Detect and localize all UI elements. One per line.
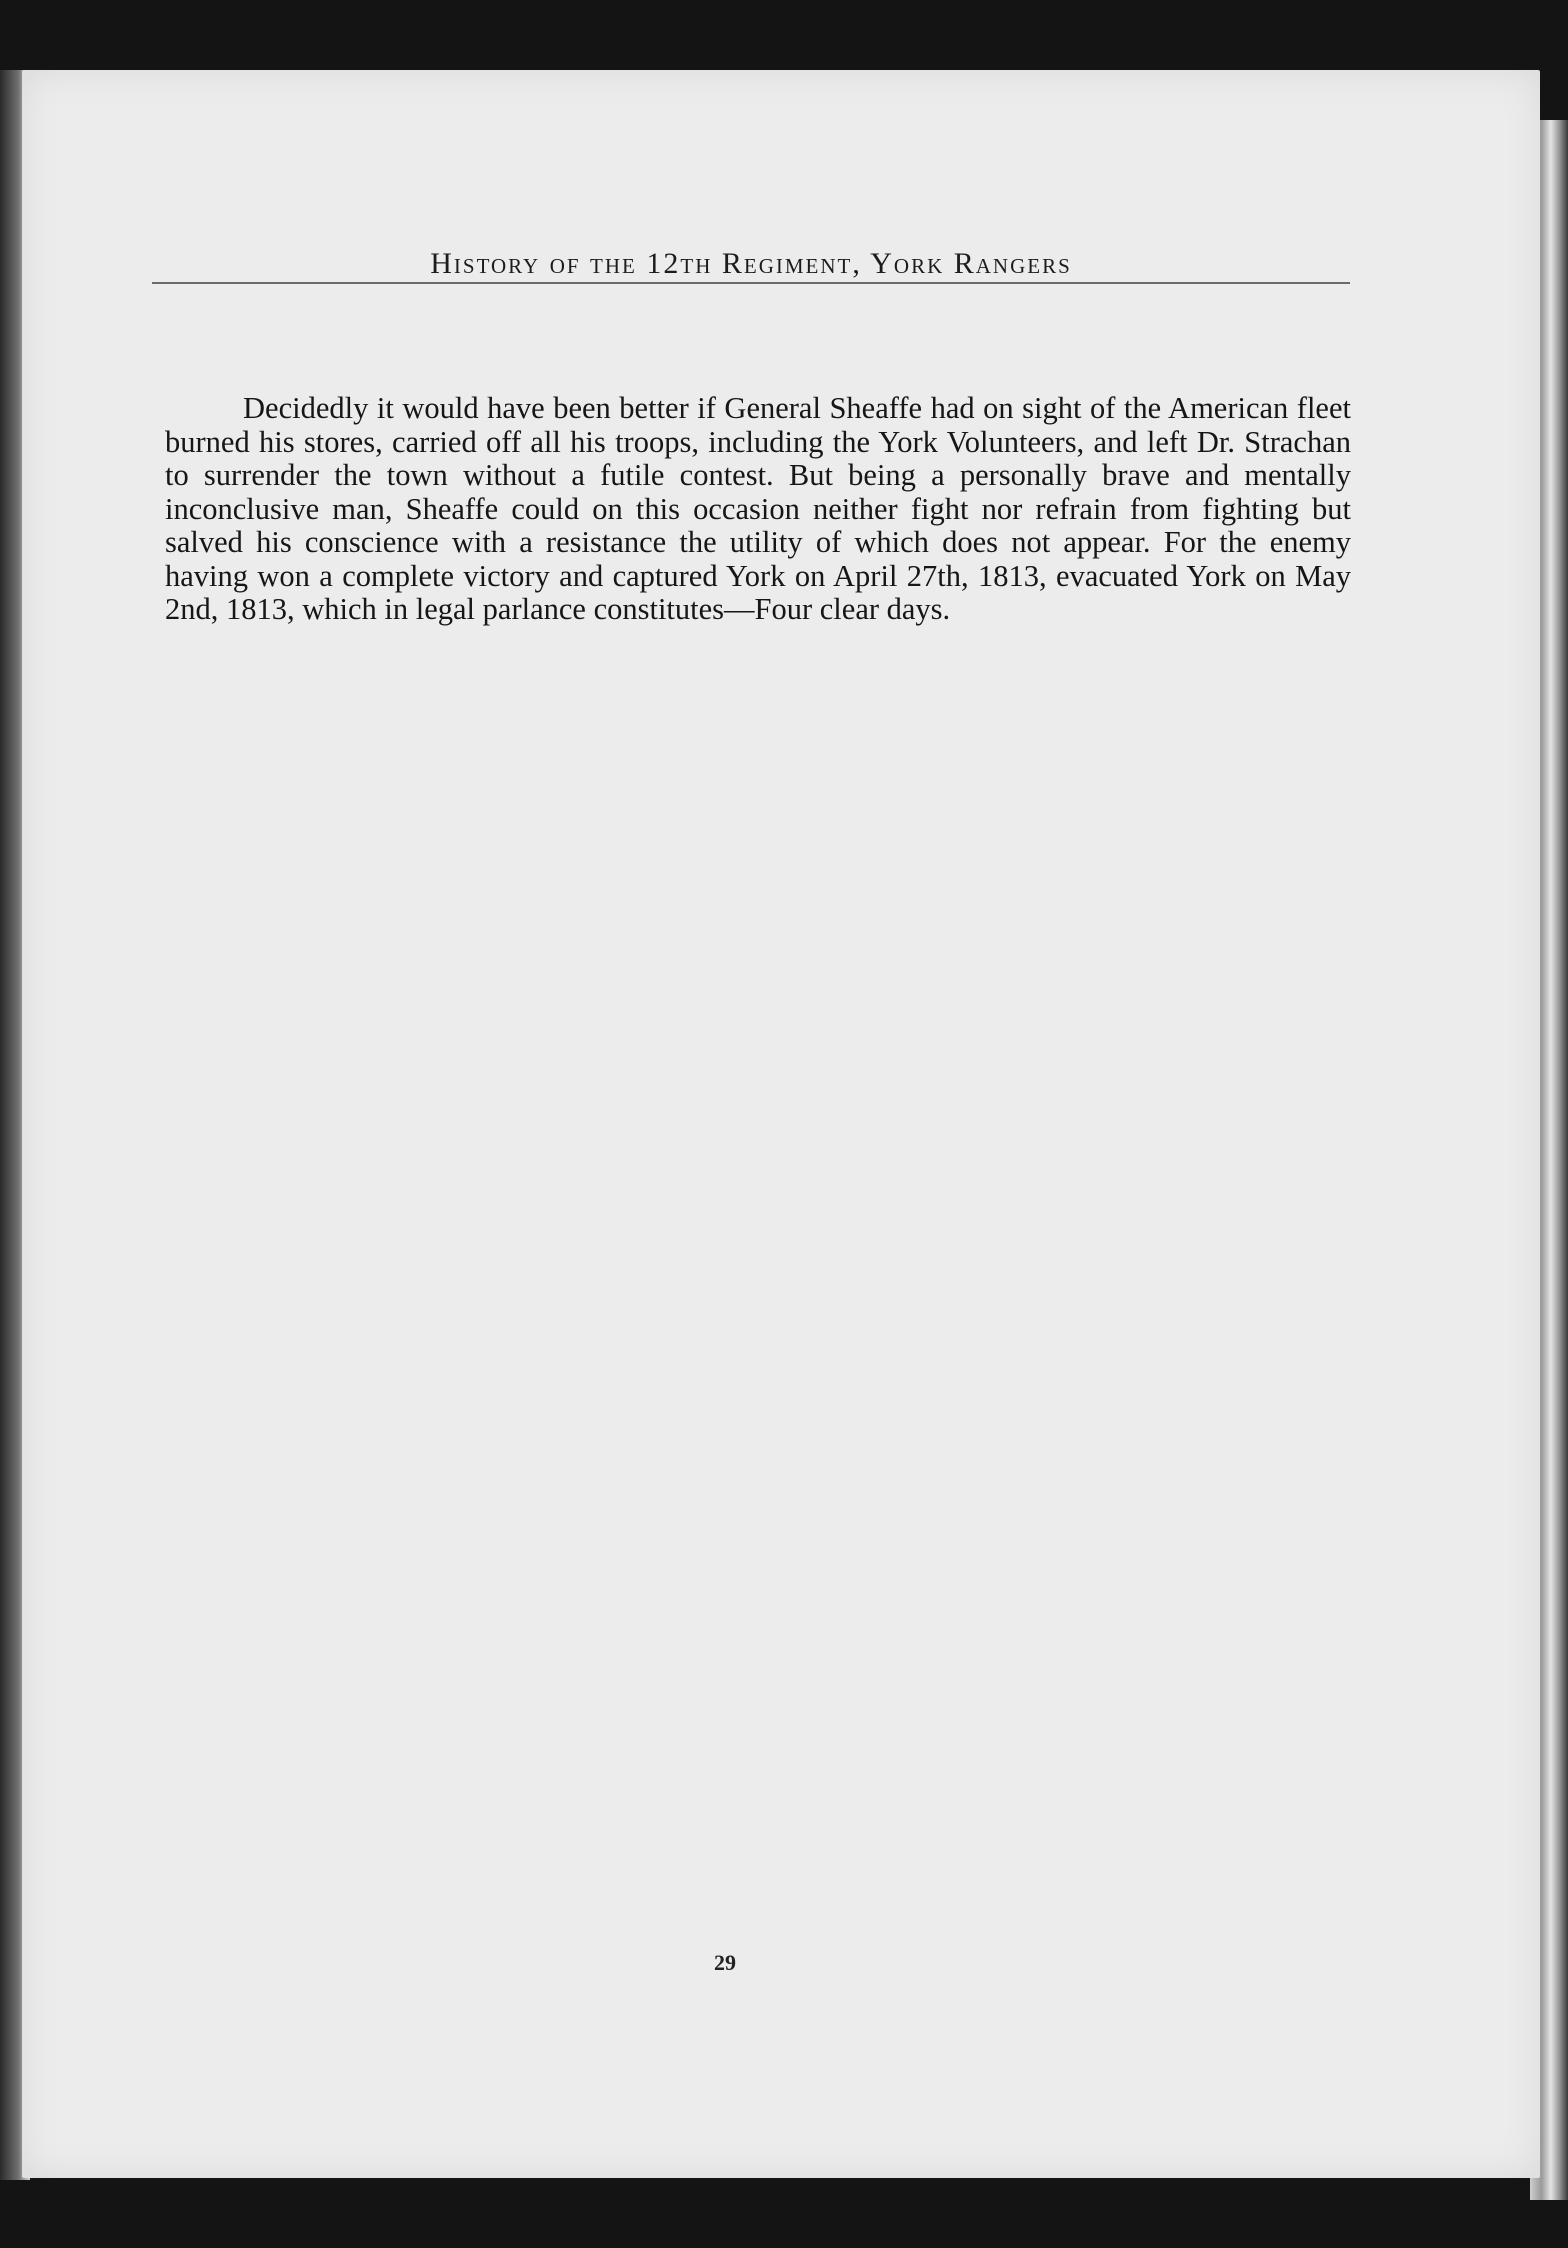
body-paragraph: Decidedly it would have been better if General Sheaffe had on sight of the American fleet burned his stores, carried off all his troops, including the York Volunteers, and left Dr. Strachan to surrender the town without a futile contest. But being a personally brave and mentally inconclusive man, Sheaffe could on this occasion neither fight nor refrain from fighting but salved his conscience with a resistance the utility of which does not appear. For the enemy having won a complete victory and captured York on April 27th, 1813, evacuated York on May 2nd, 1813, which in legal parlance constitutes—Four clear days. [165,391,1351,626]
page-number: 29 [714,1950,736,1975]
running-head-title: History of the 12th Regiment, York Rangers [430,247,1072,280]
running-head [152,246,1350,284]
book-page [22,70,1540,2178]
